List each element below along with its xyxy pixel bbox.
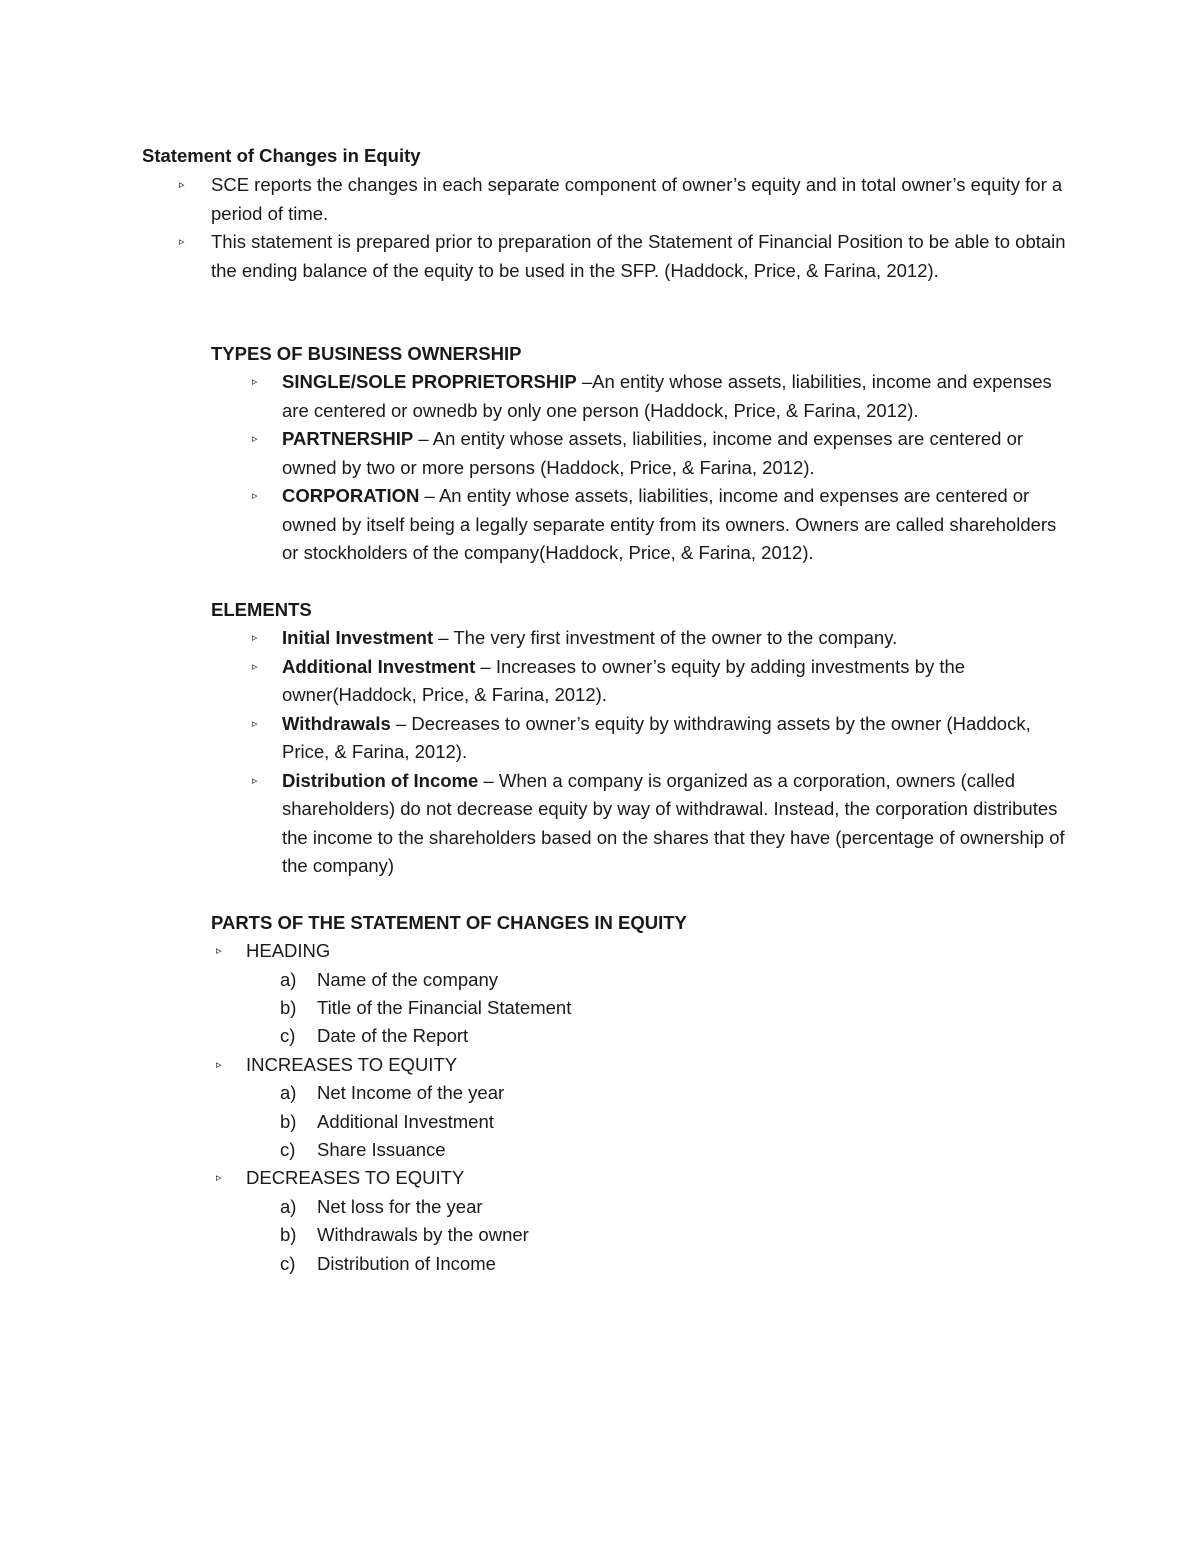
intro-item: ▹ This statement is prepared prior to preparation of the Statement of Financial Position to be able to obtain the ending balance of the equity to be used in the SFP. (Haddock, Price, & Farina, 2012).: [211, 228, 1071, 285]
group-label: DECREASES TO EQUITY: [246, 1167, 465, 1189]
bullet-arrow-icon: ▹: [252, 660, 258, 673]
term: Withdrawals: [282, 712, 391, 734]
parts-group: [216, 1051, 946, 1165]
term: CORPORATION: [282, 485, 420, 506]
elements-heading: ELEMENTS: [211, 599, 312, 620]
bullet-arrow-icon: ▹: [216, 1172, 222, 1185]
bullet-arrow-icon: ▹: [216, 945, 222, 957]
types-heading: TYPES OF BUSINESS OWNERSHIP: [211, 343, 522, 364]
parts-heading: PARTS OF THE STATEMENT OF CHANGES IN EQUITY: [211, 912, 687, 933]
parts-list: [216, 937, 946, 1278]
list-item: ▹ PARTNERSHIP – An entity whose assets, liabilities, income and expenses are centered or owned by two or more persons (Haddock, Price, & Farina, 2012).: [282, 425, 1072, 482]
bullet-arrow-icon: ▹: [179, 236, 185, 248]
parts-group: [216, 937, 946, 1051]
parts-group: [216, 1164, 946, 1278]
sub-item: a) Net Income of the year: [280, 1082, 505, 1104]
sub-item: c) Date of the Report: [280, 1025, 469, 1047]
sub-list: [280, 1193, 946, 1278]
list-item: ▹ Withdrawals – Decreases to owner’s equity by withdrawing assets by the owner (Haddock, Price, & Farina, 2012).: [282, 710, 1072, 767]
bullet-arrow-icon: ▹: [252, 774, 258, 787]
list-item: ▹ Distribution of Income – When a company is organized as a corporation, owners (called shareholders) do not decrease equity by way of withdrawal. Instead, the corporation distributes the income to the shareholders based on the shares that they have (percentage of ownership of the company): [282, 767, 1072, 881]
bullet-arrow-icon: ▹: [252, 433, 258, 445]
sub-item: b) Title of the Financial Statement: [280, 996, 572, 1018]
term: SINGLE/SOLE PROPRIETORSHIP: [282, 371, 577, 392]
term: Initial Investment: [282, 627, 434, 648]
bullet-arrow-icon: ▹: [252, 632, 258, 644]
intro-list: [179, 171, 1071, 285]
sub-item: c) Distribution of Income: [280, 1252, 496, 1274]
group-label: INCREASES TO EQUITY: [246, 1053, 458, 1075]
sub-item: a) Name of the company: [280, 968, 498, 990]
sub-item: b) Additional Investment: [280, 1110, 494, 1132]
intro-item: ▹ SCE reports the changes in each separate component of owner’s equity and in total owner’s equity for a period of time.: [211, 171, 1071, 228]
list-item: ▹ Additional Investment – Increases to owner’s equity by adding investments by the owner(Haddock, Price, & Farina, 2012).: [282, 653, 1072, 710]
list-item: ▹ Initial Investment – The very first investment of the owner to the company.: [282, 624, 1072, 653]
list-item: ▹ CORPORATION – An entity whose assets, liabilities, income and expenses are centered or owned by itself being a legally separate entity from its owners. Owners are called shareholders or stockholders of the company(Haddock, Price, & Farina, 2012).: [282, 482, 1072, 568]
term: PARTNERSHIP: [282, 428, 414, 449]
bullet-arrow-icon: ▹: [252, 376, 258, 388]
sub-item: a) Net loss for the year: [280, 1195, 483, 1217]
document-title: Statement of Changes in Equity: [142, 145, 421, 166]
sub-item: c) Share Issuance: [280, 1139, 446, 1161]
sub-list: [280, 1079, 946, 1164]
bullet-arrow-icon: ▹: [216, 1058, 222, 1071]
bullet-arrow-icon: ▹: [252, 717, 258, 730]
list-item: ▹ SINGLE/SOLE PROPRIETORSHIP –An entity whose assets, liabilities, income and expenses are centered or ownedb by only one person (Haddock, Price, & Farina, 2012).: [282, 368, 1072, 425]
term: Distribution of Income: [282, 769, 479, 791]
bullet-arrow-icon: ▹: [179, 179, 185, 191]
group-label: HEADING: [246, 940, 331, 961]
elements-list: [252, 624, 1072, 881]
bullet-arrow-icon: ▹: [252, 490, 258, 502]
sub-list: [280, 966, 946, 1051]
types-list: [252, 368, 1072, 568]
term: Additional Investment: [282, 655, 476, 677]
sub-item: b) Withdrawals by the owner: [280, 1224, 529, 1246]
